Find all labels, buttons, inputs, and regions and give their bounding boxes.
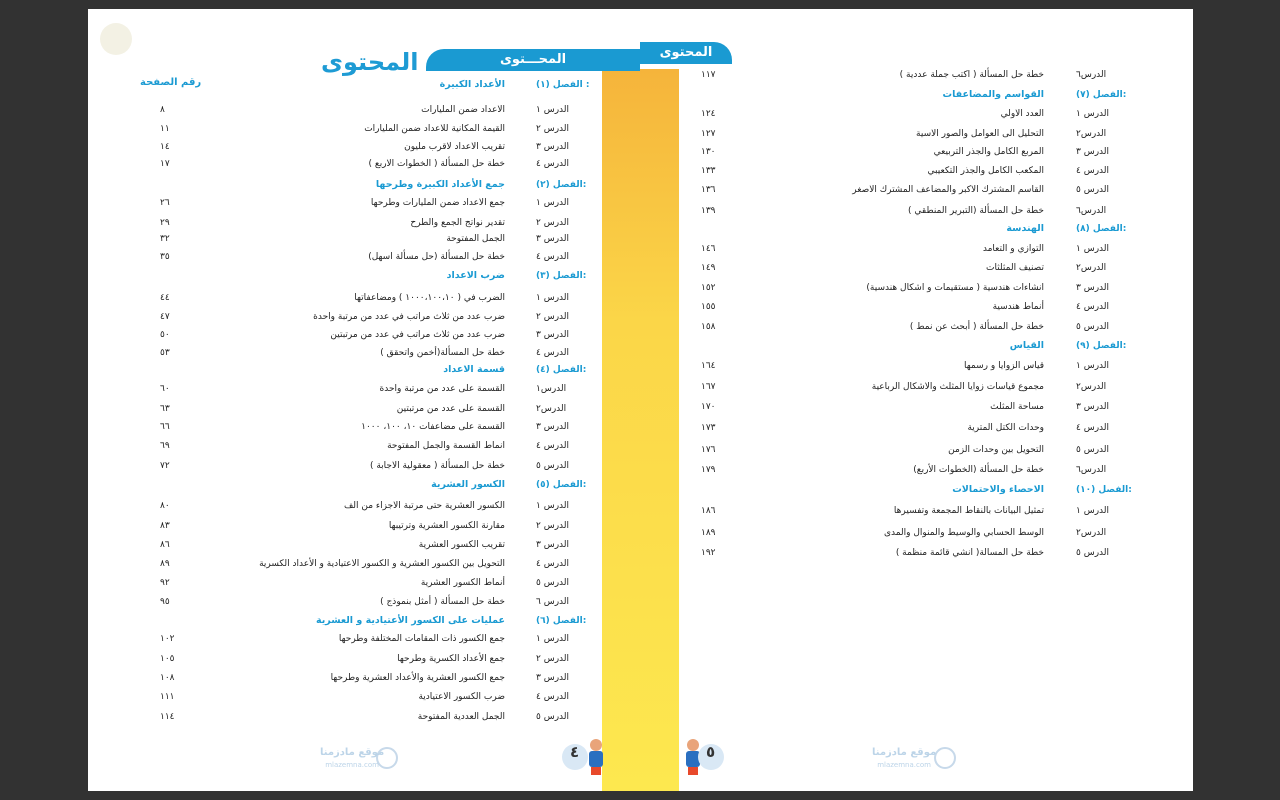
toc-title: العدد الاولي bbox=[1000, 109, 1044, 119]
toc-page-number: ٩٥ bbox=[160, 597, 170, 607]
toc-page-number: ٢٦ bbox=[160, 198, 170, 208]
toc-chapter-row bbox=[88, 268, 640, 284]
toc-lesson-row bbox=[640, 203, 1193, 219]
page-number-column-header: رقم الصفحة bbox=[140, 77, 202, 88]
toc-page-number: ١١١ bbox=[160, 692, 175, 702]
toc-chapter-row bbox=[88, 177, 640, 193]
toc-chapter-row bbox=[88, 77, 640, 93]
toc-lesson-label: الدرس ٢ bbox=[536, 218, 570, 228]
toc-title: ضرب الكسور الاعتيادية bbox=[418, 692, 505, 702]
toc-lesson-row bbox=[88, 419, 640, 435]
toc-title: انشاءات هندسية ( مستقيمات و اشكال هندسية) bbox=[866, 283, 1044, 293]
toc-lesson-row bbox=[640, 67, 1193, 83]
toc-title: تقريب الكسور العشرية bbox=[418, 540, 505, 550]
page-number: ٤ bbox=[570, 743, 580, 761]
toc-lesson-row bbox=[640, 545, 1193, 561]
toc-lesson-label: الفصل (٦): bbox=[536, 616, 587, 626]
watermark bbox=[872, 747, 936, 771]
toc-title: عمليات على الكسور الأعتيادية و العشرية bbox=[315, 615, 505, 626]
toc-lesson-row bbox=[88, 156, 640, 172]
toc-title: الأعداد الكبيرة bbox=[439, 79, 505, 90]
toc-lesson-label: الدرس ١ bbox=[536, 634, 570, 644]
toc-page-number: ٨ bbox=[160, 105, 165, 115]
toc-lesson-label: الدرس ١ bbox=[536, 198, 570, 208]
toc-chapter-row bbox=[88, 362, 640, 378]
toc-lesson-label: الدرس٢ bbox=[1076, 263, 1107, 273]
toc-title: خطة حل المسألة (التبرير المنطقي ) bbox=[908, 206, 1044, 216]
toc-lesson-row bbox=[88, 518, 640, 534]
toc-lesson-label: الدرس ٣ bbox=[536, 540, 570, 550]
toc-lesson-label: الدرس ٤ bbox=[536, 692, 570, 702]
toc-title: تمثيل البيانات بالنقاط المجمعة وتفسيرها bbox=[893, 506, 1044, 516]
toc-page-number: ٨٣ bbox=[160, 521, 170, 531]
toc-page-number: ١٩٢ bbox=[701, 548, 716, 558]
toc-page-number: ٥٠ bbox=[160, 330, 170, 340]
toc-title: الهندسة bbox=[1006, 223, 1044, 234]
toc-page-number: ١٥٨ bbox=[701, 322, 716, 332]
toc-lesson-label: الفصل (٧): bbox=[1076, 90, 1127, 100]
magnifier-icon bbox=[934, 747, 956, 769]
toc-page-number: ١٦٧ bbox=[701, 382, 716, 392]
toc-title: الكسور العشرية حتى مرتبة الاجزاء من الف bbox=[343, 501, 505, 511]
toc-lesson-row bbox=[88, 709, 640, 725]
toc-lesson-row bbox=[640, 280, 1193, 296]
toc-lesson-row bbox=[640, 299, 1193, 315]
toc-lesson-row bbox=[88, 651, 640, 667]
corner-circle bbox=[100, 23, 132, 55]
toc-page-number: ١٤٦ bbox=[701, 244, 716, 254]
toc-lesson-label: الدرس١ bbox=[536, 384, 567, 394]
toc-lesson-label: الدرس ٤ bbox=[1076, 423, 1110, 433]
toc-page-number: ١١ bbox=[160, 124, 170, 134]
toc-lesson-label: الفصل (٩): bbox=[1076, 341, 1127, 351]
toc-lesson-row bbox=[640, 144, 1193, 160]
toc-lesson-label: الدرس٢ bbox=[1076, 129, 1107, 139]
toc-lesson-row bbox=[88, 498, 640, 514]
toc-lesson-row bbox=[640, 420, 1193, 436]
toc-lesson-label: الفصل (١٠): bbox=[1076, 485, 1132, 495]
toc-lesson-label: الدرس ٥ bbox=[1076, 322, 1110, 332]
toc-page-number: ٤٤ bbox=[160, 293, 170, 303]
toc-lesson-label: الدرس ٤ bbox=[1076, 302, 1110, 312]
toc-title: التحويل بين الكسور العشرية و الكسور الاعتيادية و الأعداد الكسرية bbox=[259, 559, 505, 569]
toc-lesson-row bbox=[88, 249, 640, 265]
toc-title: قياس الزوايا و رسمها bbox=[964, 361, 1044, 371]
toc-title: القسمة على عدد من مرتبتين bbox=[396, 404, 505, 414]
toc-page-number: ١٦٤ bbox=[701, 361, 716, 371]
page-title: المحتوى bbox=[321, 48, 419, 76]
toc-title: القواسم والمضاعفات bbox=[942, 89, 1044, 100]
toc-title: الاعداد ضمن المليارات bbox=[421, 105, 505, 115]
toc-lesson-label: الدرس ٥ bbox=[536, 578, 570, 588]
toc-title: خطة حل المسألة ( أمثل بنموذج ) bbox=[380, 597, 505, 607]
toc-lesson-label: الدرس ١ bbox=[1076, 109, 1110, 119]
toc-lesson-label: الدرس ٣ bbox=[1076, 402, 1110, 412]
toc-page-number: ١٣٠ bbox=[701, 147, 716, 157]
toc-page-number: ١٢٧ bbox=[701, 129, 716, 139]
toc-page-number: ٨٦ bbox=[160, 540, 170, 550]
toc-title: الكسور العشرية bbox=[431, 479, 505, 490]
toc-lesson-row bbox=[640, 379, 1193, 395]
toc-lesson-label: الدرس٦ bbox=[1076, 465, 1107, 475]
toc-lesson-label: الفصل (١) : bbox=[536, 80, 590, 90]
toc-lesson-row bbox=[88, 309, 640, 325]
toc-page-number: ١٥٥ bbox=[701, 302, 716, 312]
toc-page-number: ١٥٢ bbox=[701, 283, 716, 293]
toc-lesson-label: الدرس ٥ bbox=[1076, 185, 1110, 195]
toc-lesson-label: الدرس ٥ bbox=[536, 461, 570, 471]
toc-lesson-label: الدرس ٢ bbox=[536, 654, 570, 664]
toc-lesson-label: الدرس٦ bbox=[1076, 206, 1107, 216]
watermark-name: موقع مادزمنا bbox=[872, 747, 937, 758]
header-bar: المحتوى bbox=[640, 42, 732, 64]
toc-lesson-row bbox=[640, 399, 1193, 415]
toc-lesson-row bbox=[88, 556, 640, 572]
toc-title: انماط القسمة والجمل المفتوحة bbox=[387, 441, 505, 451]
toc-page-number: ١٨٦ bbox=[701, 506, 716, 516]
toc-lesson-row bbox=[88, 345, 640, 361]
left-page bbox=[88, 9, 640, 791]
toc-lesson-row bbox=[640, 462, 1193, 478]
toc-page-number: ٨٩ bbox=[160, 559, 170, 569]
toc-lesson-row bbox=[88, 195, 640, 211]
toc-lesson-row bbox=[640, 163, 1193, 179]
toc-title: خطة حل المسألة ( الخطوات الاربع ) bbox=[368, 159, 505, 169]
toc-lesson-label: الفصل (٨): bbox=[1076, 224, 1127, 234]
toc-lesson-label: الفصل (٣): bbox=[536, 271, 587, 281]
watermark-name: موقع مادزمنا bbox=[320, 747, 385, 758]
toc-lesson-row bbox=[88, 231, 640, 247]
toc-lesson-label: الدرس ٣ bbox=[536, 422, 570, 432]
toc-lesson-label: الدرس ١ bbox=[1076, 506, 1110, 516]
toc-lesson-row bbox=[88, 102, 640, 118]
toc-lesson-label: الدرس ١ bbox=[1076, 361, 1110, 371]
toc-title: خطة حل المسألة (الخطوات الأربع) bbox=[913, 465, 1044, 475]
toc-lesson-label: الدرس٢ bbox=[1076, 528, 1107, 538]
toc-lesson-label: الدرس ٢ bbox=[536, 521, 570, 531]
toc-page-number: ١٧ bbox=[160, 159, 170, 169]
toc-page-number: ١٣٦ bbox=[701, 185, 716, 195]
toc-lesson-row bbox=[640, 358, 1193, 374]
toc-page-number: ١٠٥ bbox=[160, 654, 175, 664]
toc-chapter-row bbox=[640, 338, 1193, 354]
toc-lesson-row bbox=[88, 594, 640, 610]
toc-page-number: ١٤٩ bbox=[701, 263, 716, 273]
toc-title: ضرب الاعداد bbox=[446, 270, 505, 281]
toc-title: ضرب عدد من ثلاث مراتب في عدد من مرتبة واحدة bbox=[313, 312, 505, 322]
toc-lesson-label: الدرس ١ bbox=[536, 105, 570, 115]
toc-lesson-label: الدرس ٢ bbox=[536, 312, 570, 322]
page-number: ٥ bbox=[706, 743, 716, 761]
toc-title: تقريب الاعداد لاقرب مليون bbox=[404, 142, 505, 152]
toc-lesson-row bbox=[88, 401, 640, 417]
toc-lesson-label: الفصل (٥): bbox=[536, 480, 587, 490]
toc-title: القياس bbox=[1009, 340, 1044, 351]
toc-title: القاسم المشترك الاكبر والمضاعف المشترك الاصغر bbox=[852, 185, 1044, 195]
toc-title: قسمة الاعداد bbox=[443, 364, 505, 375]
toc-lesson-row bbox=[88, 631, 640, 647]
toc-lesson-row bbox=[640, 442, 1193, 458]
toc-lesson-row bbox=[88, 139, 640, 155]
toc-lesson-label: الدرس ٣ bbox=[536, 234, 570, 244]
toc-title: التحليل الى العوامل والصور الاسية bbox=[916, 129, 1044, 139]
toc-lesson-row bbox=[88, 689, 640, 705]
toc-title: جمع الكسور العشرية والأعداد العشرية وطرحها bbox=[330, 673, 505, 683]
toc-lesson-label: الدرس ٣ bbox=[536, 142, 570, 152]
toc-lesson-label: الفصل (٢): bbox=[536, 180, 587, 190]
toc-lesson-label: الدرس ٤ bbox=[536, 252, 570, 262]
toc-page-number: ١٨٩ bbox=[701, 528, 716, 538]
toc-title: التوازي و التعامد bbox=[982, 244, 1044, 254]
toc-lesson-label: الدرس ٣ bbox=[1076, 283, 1110, 293]
toc-page-number: ٣٢ bbox=[160, 234, 170, 244]
toc-lesson-row bbox=[88, 670, 640, 686]
toc-lesson-label: الدرس ٣ bbox=[1076, 147, 1110, 157]
toc-page-number: ٣٥ bbox=[160, 252, 170, 262]
toc-lesson-label: الدرس ٤ bbox=[536, 348, 570, 358]
toc-page-number: ٦٦ bbox=[160, 422, 170, 432]
toc-title: القيمة المكانية للاعداد ضمن المليارات bbox=[364, 124, 505, 134]
toc-page-number: ١٠٨ bbox=[160, 673, 175, 683]
watermark-url: mlazemna.com bbox=[877, 761, 931, 769]
toc-lesson-row bbox=[640, 503, 1193, 519]
toc-lesson-row bbox=[640, 525, 1193, 541]
toc-lesson-label: الدرس٢ bbox=[1076, 382, 1107, 392]
watermark bbox=[320, 747, 384, 771]
toc-lesson-label: الدرس ٤ bbox=[536, 559, 570, 569]
child-illustration-icon bbox=[587, 739, 605, 775]
toc-page-number: ١٧٠ bbox=[701, 402, 716, 412]
toc-lesson-row bbox=[640, 106, 1193, 122]
toc-title: الاحصاء والاحتمالات bbox=[952, 484, 1044, 495]
toc-page-number: ١٢٤ bbox=[701, 109, 716, 119]
toc-title: جمع الأعداد الكبيرة وطرحها bbox=[375, 179, 505, 190]
toc-title: خطة حل المسألة ( أبحث عن نمط ) bbox=[909, 322, 1044, 332]
toc-title: الوسط الحسابي والوسيط والمنوال والمدى bbox=[883, 528, 1044, 538]
toc-lesson-row bbox=[640, 260, 1193, 276]
toc-title: المربع الكامل والجذر التربيعي bbox=[933, 147, 1044, 157]
toc-lesson-row bbox=[88, 121, 640, 137]
toc-page-number: ٧٢ bbox=[160, 461, 170, 471]
toc-title: المكعب الكامل والجذر التكعيبي bbox=[927, 166, 1044, 176]
toc-page-number: ١٠٢ bbox=[160, 634, 175, 644]
toc-title: خطة حل المسألة ( معقولية الاجابة ) bbox=[369, 461, 505, 471]
toc-lesson-label: الدرس ٥ bbox=[536, 712, 570, 722]
toc-title: تقدير نواتج الجمع والطرح bbox=[410, 218, 505, 228]
toc-lesson-label: الدرس٢ bbox=[536, 404, 567, 414]
toc-lesson-label: الدرس ٤ bbox=[536, 159, 570, 169]
toc-lesson-row bbox=[640, 241, 1193, 257]
toc-lesson-label: الدرس ١ bbox=[536, 293, 570, 303]
toc-lesson-row bbox=[88, 537, 640, 553]
toc-title: تصنيف المثلثات bbox=[986, 263, 1044, 273]
toc-title: خطة حل المسألة (حل مسألة اسهل) bbox=[368, 252, 505, 262]
toc-title: مساحة المثلث bbox=[990, 402, 1044, 412]
toc-lesson-label: الدرس ٥ bbox=[1076, 548, 1110, 558]
toc-title: خطة حل المسالة( انشي قائمة منظمة ) bbox=[895, 548, 1044, 558]
toc-page-number: ١٧٦ bbox=[701, 445, 716, 455]
toc-title: أنماط هندسية bbox=[992, 302, 1044, 312]
toc-page-number: ٦٣ bbox=[160, 404, 170, 414]
header-bar: المحـــتوى bbox=[426, 49, 640, 71]
toc-lesson-label: الدرس ١ bbox=[1076, 244, 1110, 254]
toc-title: مجموع قياسات زوايا المثلث والاشكال الرباعية bbox=[871, 382, 1044, 392]
toc-page-number: ٥٣ bbox=[160, 348, 170, 358]
toc-title: الجمل العددية المفتوحة bbox=[417, 712, 505, 722]
toc-chapter-row bbox=[88, 477, 640, 493]
toc-title: أنماط الكسور العشرية bbox=[420, 578, 505, 588]
toc-chapter-row bbox=[640, 87, 1193, 103]
toc-lesson-row bbox=[640, 126, 1193, 142]
toc-page-number: ١٧٣ bbox=[701, 423, 716, 433]
toc-lesson-label: الدرس ٤ bbox=[536, 441, 570, 451]
toc-page-number: ١١٧ bbox=[701, 70, 716, 80]
toc-lesson-label: الدرس ٣ bbox=[536, 673, 570, 683]
toc-title: القسمة على مضاعفات ١٠، ١٠٠، ١٠٠٠ bbox=[361, 422, 505, 432]
toc-lesson-row bbox=[88, 290, 640, 306]
right-page bbox=[640, 9, 1193, 791]
toc-title: مقارنة الكسور العشرية وترتيبها bbox=[388, 521, 505, 531]
toc-title: التحويل بين وحدات الزمن bbox=[948, 445, 1044, 455]
toc-title: الجمل المفتوحة bbox=[446, 234, 505, 244]
toc-lesson-row bbox=[88, 575, 640, 591]
toc-chapter-row bbox=[88, 613, 640, 629]
toc-title: وحدات الكتل المترية bbox=[967, 423, 1044, 433]
toc-lesson-row bbox=[640, 319, 1193, 335]
toc-title: جمع الاعداد ضمن المليارات وطرحها bbox=[370, 198, 505, 208]
watermark-url: mlazemna.com bbox=[325, 761, 379, 769]
toc-page-number: ١٧٩ bbox=[701, 465, 716, 475]
toc-lesson-row bbox=[88, 458, 640, 474]
toc-lesson-label: الدرس ٦ bbox=[536, 597, 570, 607]
toc-page-number: ٦٩ bbox=[160, 441, 170, 451]
toc-lesson-label: الدرس ٤ bbox=[1076, 166, 1110, 176]
toc-lesson-row bbox=[88, 327, 640, 343]
toc-title: ضرب عدد من ثلاث مراتب في عدد من مرتبتين bbox=[330, 330, 505, 340]
toc-page-number: ٩٢ bbox=[160, 578, 170, 588]
toc-title: جمع الأعداد الكسرية وطرحها bbox=[397, 654, 505, 664]
toc-page-number: ١٣٩ bbox=[701, 206, 716, 216]
toc-lesson-label: الفصل (٤): bbox=[536, 365, 587, 375]
toc-page-number: ٨٠ bbox=[160, 501, 170, 511]
toc-page-number: ٤٧ bbox=[160, 312, 170, 322]
toc-page-number: ٢٩ bbox=[160, 218, 170, 228]
toc-lesson-row bbox=[88, 438, 640, 454]
toc-lesson-label: الدرس٦ bbox=[1076, 70, 1107, 80]
toc-title: خطة حل المسألة(أخمن واتحقق ) bbox=[380, 348, 505, 358]
toc-title: خطة حل المسألة ( اكتب جملة عددية ) bbox=[899, 70, 1044, 80]
toc-page-number: ٦٠ bbox=[160, 384, 170, 394]
toc-title: القسمة على عدد من مرتبة واحدة bbox=[379, 384, 505, 394]
toc-lesson-label: الدرس ١ bbox=[536, 501, 570, 511]
toc-chapter-row bbox=[640, 221, 1193, 237]
toc-lesson-row bbox=[88, 381, 640, 397]
toc-title: الضرب في ( ١٠٠٠،١٠٠،١٠ ) ومضاعفاتها bbox=[354, 293, 505, 303]
toc-chapter-row bbox=[640, 482, 1193, 498]
toc-page-number: ١١٤ bbox=[160, 712, 175, 722]
toc-lesson-label: الدرس ٢ bbox=[536, 124, 570, 134]
toc-lesson-label: الدرس ٣ bbox=[536, 330, 570, 340]
toc-lesson-row bbox=[88, 215, 640, 231]
toc-lesson-row bbox=[640, 182, 1193, 198]
toc-page-number: ١٣٣ bbox=[701, 166, 716, 176]
toc-lesson-label: الدرس ٥ bbox=[1076, 445, 1110, 455]
toc-title: جمع الكسور ذات المقامات المختلفة وطرحها bbox=[338, 634, 505, 644]
toc-page-number: ١٤ bbox=[160, 142, 170, 152]
